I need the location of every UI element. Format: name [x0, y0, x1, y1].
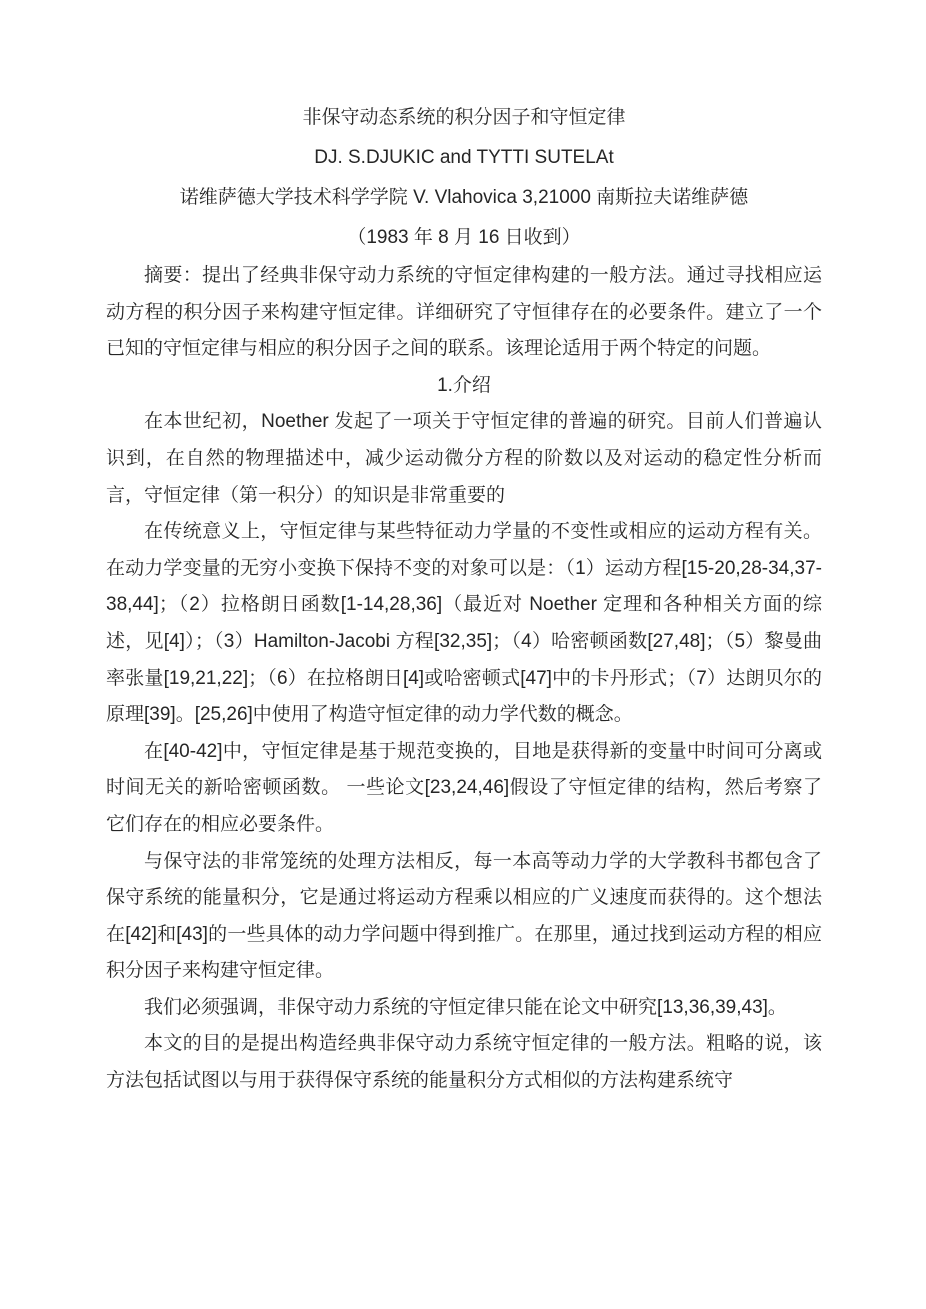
intro-paragraph-2: 在传统意义上，守恒定律与某些特征动力学量的不变性或相应的运动方程有关。在动力学变量的无穷小变换下保持不变的对象可以是：（1）运动方程[15-20,28-34,37-38,44]；（2）拉格朗日函数[1-14,28,36]（最近对 Noether 定理和各种相关方面的综述，见[4]）；（3）Hamilton-Jacobi 方程[32,35]；（4）哈密顿函数[27,48]；（5）黎曼曲率张量[19,21,22]；（6）在拉格朗日[4]或哈密顿式[47]中的卡丹形式；（7）达朗贝尔的原理[39]。[25,26]中使用了构造守恒定律的动力学代数的概念。 [106, 521, 822, 726]
intro-paragraph-6: 本文的目的是提出构造经典非保守动力系统守恒定律的一般方法。粗略的说，该方法包括试图以与用于获得保守系统的能量积分方式相似的方法构建系统守 [106, 1033, 822, 1092]
section-heading-introduction: 1.介绍 [437, 374, 491, 396]
intro-paragraph-3: 在[40-42]中，守恒定律是基于规范变换的，目地是获得新的变量中时间可分离或时间无关的新哈密顿函数。 一些论文[23,24,46]假设了守恒定律的结构，然后考察了它们存在的相应必要条件。 [106, 740, 822, 835]
document-body [106, 258, 822, 1100]
affiliation-line: 诺维萨德大学技术科学学院 V. Vlahovica 3,21000 南斯拉夫诺维萨德 [179, 187, 749, 208]
intro-paragraph-5: 我们必须强调，非保守动力系统的守恒定律只能在论文中研究[13,36,39,43]。 [144, 996, 787, 1018]
document-title: 非保守动态系统的积分因子和守恒定律 [302, 107, 626, 128]
intro-paragraph-4: 与保守法的非常笼统的处理方法相反，每一本高等动力学的大学教科书都包含了保守系统的能量积分，它是通过将运动方程乘以相应的广义速度而获得的。这个想法在[42]和[43]的一些具体的动力学问题中得到推广。在那里，通过找到运动方程的相应积分因子来构建守恒定律。 [106, 850, 822, 982]
intro-paragraph-1: 在本世纪初，Noether 发起了一项关于守恒定律的普遍的研究。目前人们普遍认识到，在自然的物理描述中，减少运动微分方程的阶数以及对运动的稳定性分析而言，守恒定律（第一积分）的知识是非常重要的 [106, 411, 822, 506]
authors-line: DJ. S.DJUKIC and TYTTI SUTELAt [314, 147, 614, 168]
document-content [106, 98, 822, 1100]
abstract-paragraph: 摘要：提出了经典非保守动力系统的守恒定律构建的一般方法。通过寻找相应运动方程的积分因子来构建守恒定律。详细研究了守恒律存在的必要条件。建立了一个已知的守恒定律与相应的积分因子之间的联系。该理论适用于两个特定的问题。 [106, 265, 822, 360]
received-date-line: （1983 年 8 月 16 日收到） [347, 227, 581, 248]
document-header [106, 98, 822, 258]
